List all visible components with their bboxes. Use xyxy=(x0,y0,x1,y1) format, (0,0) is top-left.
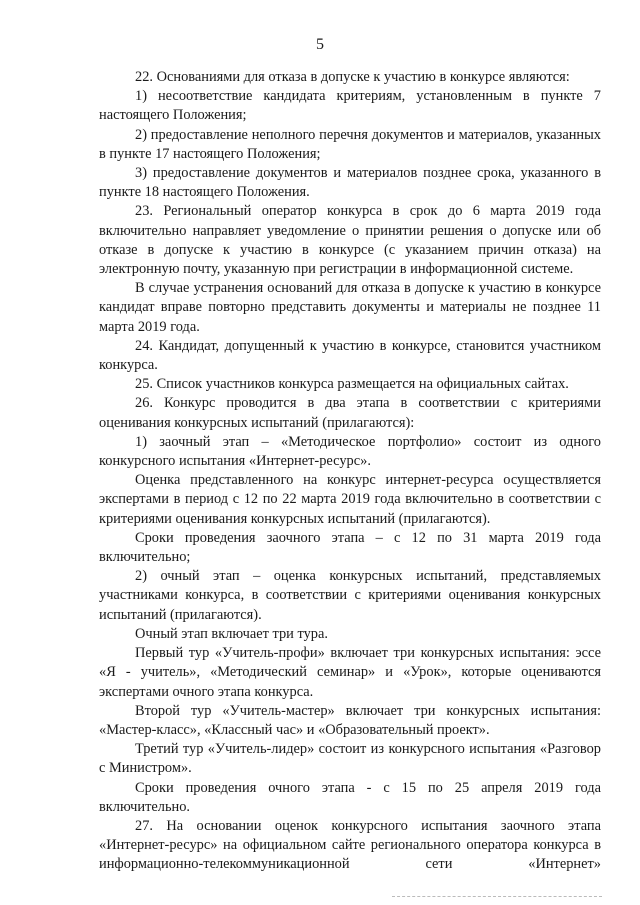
page-number: 5 xyxy=(316,36,324,53)
paragraph-23: 23. Региональный оператор конкурса в срок до 6 марта 2019 года включительно направляет уведомление о принятии решения о допуске или об отказе в допуске к участию в конкурсе (с указанием причин отказа) на электронную почту, указанную при регистрации в информационной системе. xyxy=(99,203,601,278)
paragraph-22-item-1: 1) несоответствие кандидата критериям, установленным в пункте 7 настоящего Положения; xyxy=(99,88,601,124)
paragraph-22-item-3: 3) предоставление документов и материалов позднее срока, указанного в пункте 18 настоящего Положения. xyxy=(99,165,601,201)
paragraph-26-stage-2-dates: Сроки проведения очного этапа - с 15 по 25 апреля 2019 года включительно. xyxy=(99,779,601,815)
paragraph-26-stage-2: 2) очный этап – оценка конкурсных испытаний, представляемых участниками конкурса, в соответствии с критериями оценивания конкурсных испытаний (прилагаются). xyxy=(99,568,601,623)
paragraph-24: 24. Кандидат, допущенный к участию в конкурсе, становится участником конкурса. xyxy=(99,337,601,374)
paragraph-22-item-2: 2) предоставление неполного перечня документов и материалов, указанных в пункте 17 настоящего Положения; xyxy=(99,126,601,162)
paragraph-27: 27. На основании оценок конкурсного испытания заочного этапа «Интернет-ресурс» на официальном сайте регионального оператора конкурса в информационно-телекоммуникационной сети «Интернет» xyxy=(99,817,601,873)
paragraph-26: 26. Конкурс проводится в два этапа в соответствии с критериями оценивания конкурсных испытаний (прилагаются): xyxy=(99,395,601,431)
paragraph-26-stage-1-dates: Сроки проведения заочного этапа – с 12 по 31 марта 2019 года включительно; xyxy=(99,529,601,566)
paragraph-25: 25. Список участников конкурса размещается на официальных сайтах. xyxy=(135,376,569,393)
paragraph-22: 22. Основаниями для отказа в допуске к участию в конкурсе являются: xyxy=(135,69,570,85)
paragraph-26-stage-1: 1) заочный этап – «Методическое портфолио» состоит из одного конкурсного испытания «Интернет-ресурс». xyxy=(99,433,601,470)
paragraph-26-tour-1: Первый тур «Учитель-профи» включает три конкурсных испытания: эссе «Я - учитель», «Методический семинар» и «Урок», которые оцениваются экспертами очного этапа конкурса. xyxy=(99,645,601,700)
paragraph-26-tour-3: Третий тур «Учитель-лидер» состоит из конкурсного испытания «Разговор с Министром». xyxy=(99,741,601,777)
paragraph-23-resubmission: В случае устранения оснований для отказа в допуске к участию в конкурсе кандидат вправе повторно представить документы и материалы не позднее 11 марта 2019 года. xyxy=(99,280,601,335)
paragraph-26-tour-2: Второй тур «Учитель-мастер» включает три конкурсных испытания: «Мастер-класс», «Классный час» и «Образовательный проект». xyxy=(99,702,601,738)
document-body xyxy=(99,68,601,875)
paragraph-26-stage-2-tours: Очный этап включает три тура. xyxy=(135,625,328,642)
paragraph-26-stage-1-evaluation: Оценка представленного на конкурс интернет-ресурса осуществляется экспертами в период с 12 по 22 марта 2019 года включительно в соответствии с критериями оценивания конкурсных испытаний (прилагаются). xyxy=(99,472,601,527)
footer-rule xyxy=(392,896,602,897)
